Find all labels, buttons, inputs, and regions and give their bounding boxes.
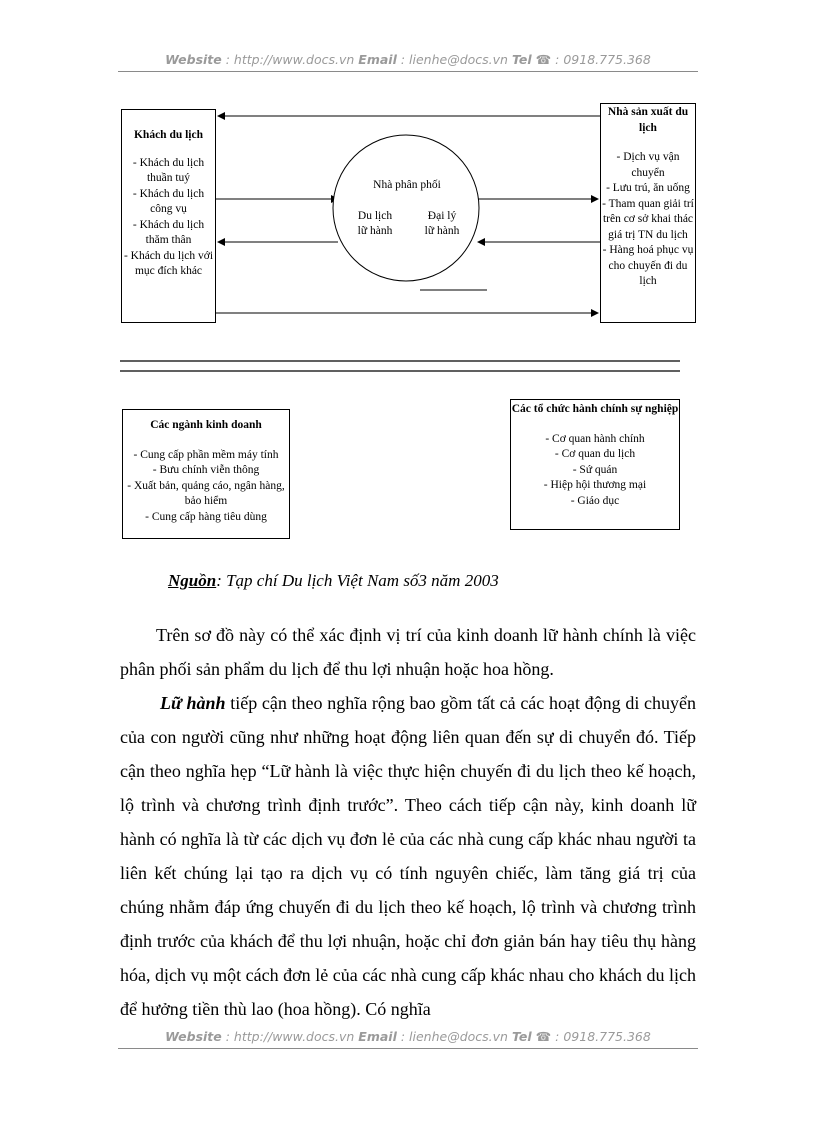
distributor-right-label-1: Đại lý — [427, 210, 457, 222]
business-item: - Xuất bản, quảng cáo, ngân hàng, bảo hiểm — [127, 479, 285, 507]
admin-item: - Giáo dục — [570, 494, 620, 507]
paragraph-1: Trên sơ đồ này có thể xác định vị trí của kinh doanh lữ hành chính là việc phân phối sản phẩm du lịch để thu lợi nhuận hoặc hoa hồng. — [120, 625, 696, 679]
tourist-item: - Khách du lịch công vụ — [132, 187, 205, 215]
footer-website-value: : http://www.docs.vn — [221, 1029, 359, 1044]
distributor-circle — [333, 135, 479, 281]
tourist-box — [121, 109, 216, 323]
header-website-value: : http://www.docs.vn — [221, 52, 359, 67]
admin-title: Các tổ chức hành chính sự nghiệp — [511, 403, 679, 415]
admin-box — [510, 399, 680, 530]
paragraph-2-term: Lữ hành — [160, 693, 226, 713]
business-item: - Cung cấp phần mềm máy tính — [133, 448, 279, 461]
tourist-item: - Khách du lịch thuần tuý — [132, 156, 205, 184]
header-email-value: : lienhe@docs.vn — [396, 52, 512, 67]
header-website-label: Website — [165, 52, 222, 67]
header-email-label: Email — [358, 52, 397, 67]
producer-item: - Dịch vụ vận chuyển — [616, 151, 680, 179]
footer-email-label: Email — [358, 1029, 397, 1044]
phone-icon: ☎ — [535, 52, 552, 67]
page-footer — [118, 1029, 698, 1044]
footer-email-value: : lienhe@docs.vn — [396, 1029, 512, 1044]
tourist-title: Khách du lịch — [133, 129, 204, 141]
source-label: Nguồn — [168, 571, 217, 590]
distributor-left-label-1: Du lịch — [357, 210, 393, 222]
paragraph-2 — [120, 686, 696, 1026]
admin-item: - Sứ quán — [572, 463, 618, 476]
business-item: - Bưu chính viễn thông — [152, 464, 260, 476]
header-tel-value: : 0918.775.368 — [551, 52, 651, 67]
producer-item: - Lưu trú, ăn uống — [606, 182, 690, 194]
admin-item: - Cơ quan hành chính — [545, 432, 645, 445]
distributor-right-label-2: lữ hành — [424, 225, 460, 237]
paragraph-2-text: tiếp cận theo nghĩa rộng bao gồm tất cả các hoạt động di chuyển của con người cũng như những hoạt động liên quan đến sự di chuyển đó. Tiếp cận theo nghĩa hẹp “Lữ hành là việc thực hiện chuyến đi du lịch theo kế hoạch, lộ trình và chương trình định trước”. Theo cách tiếp cận này, kinh doanh lữ hành có nghĩa là từ các dịch vụ đơn lẻ của các nhà cung cấp khác nhau người ta liên kết chúng lại tạo ra dịch vụ có tính nguyên chiếc, làm tăng giá trị của chúng nhằm đáp ứng chuyến đi du lịch theo kế hoạch, lộ trình và chương trình định trước của khách để thu lợi nhuận, hoặc chỉ đơn giản bán hay tiêu thụ hàng hóa, dịch vụ một cách đơn lẻ của các nhà cung cấp khác nhau cho khách du lịch để hưởng tiền thù lao (hoa hồng). Có nghĩa — [120, 693, 697, 1019]
footer-rule — [118, 1048, 698, 1049]
distributor-left-label — [350, 209, 400, 239]
distributor-left-label-2: lữ hành — [357, 225, 393, 237]
business-box — [122, 409, 290, 539]
tourist-item: - Khách du lịch thăm thân — [132, 218, 205, 246]
producer-item: - Hàng hoá phục vụ cho chuyến đi du lịch — [602, 244, 694, 287]
admin-item: - Hiệp hội thương mại — [543, 479, 647, 491]
business-item: - Cung cấp hàng tiêu dùng — [145, 510, 267, 523]
distributor-title: Nhà phân phối — [373, 179, 441, 191]
tourist-item: - Khách du lịch với mục đích khác — [123, 249, 214, 277]
business-title: Các ngành kinh doanh — [150, 419, 262, 431]
source-text: : Tạp chí Du lịch Việt Nam số3 năm 2003 — [216, 571, 499, 590]
producer-title: Nhà sản xuất du lịch — [607, 106, 689, 134]
phone-icon: ☎ — [535, 1029, 552, 1044]
admin-item: - Cơ quan du lịch — [554, 448, 636, 460]
source-citation — [168, 571, 499, 591]
footer-website-label: Website — [165, 1029, 222, 1044]
producer-box — [600, 103, 696, 323]
distributor-right-label — [416, 209, 468, 239]
footer-tel-value: : 0918.775.368 — [551, 1029, 651, 1044]
producer-item: - Tham quan giải trí trên cơ sở khai thác giá trị TN du lịch — [602, 197, 694, 241]
footer-tel-label: Tel — [511, 1029, 532, 1044]
header-tel-label: Tel — [511, 52, 532, 67]
